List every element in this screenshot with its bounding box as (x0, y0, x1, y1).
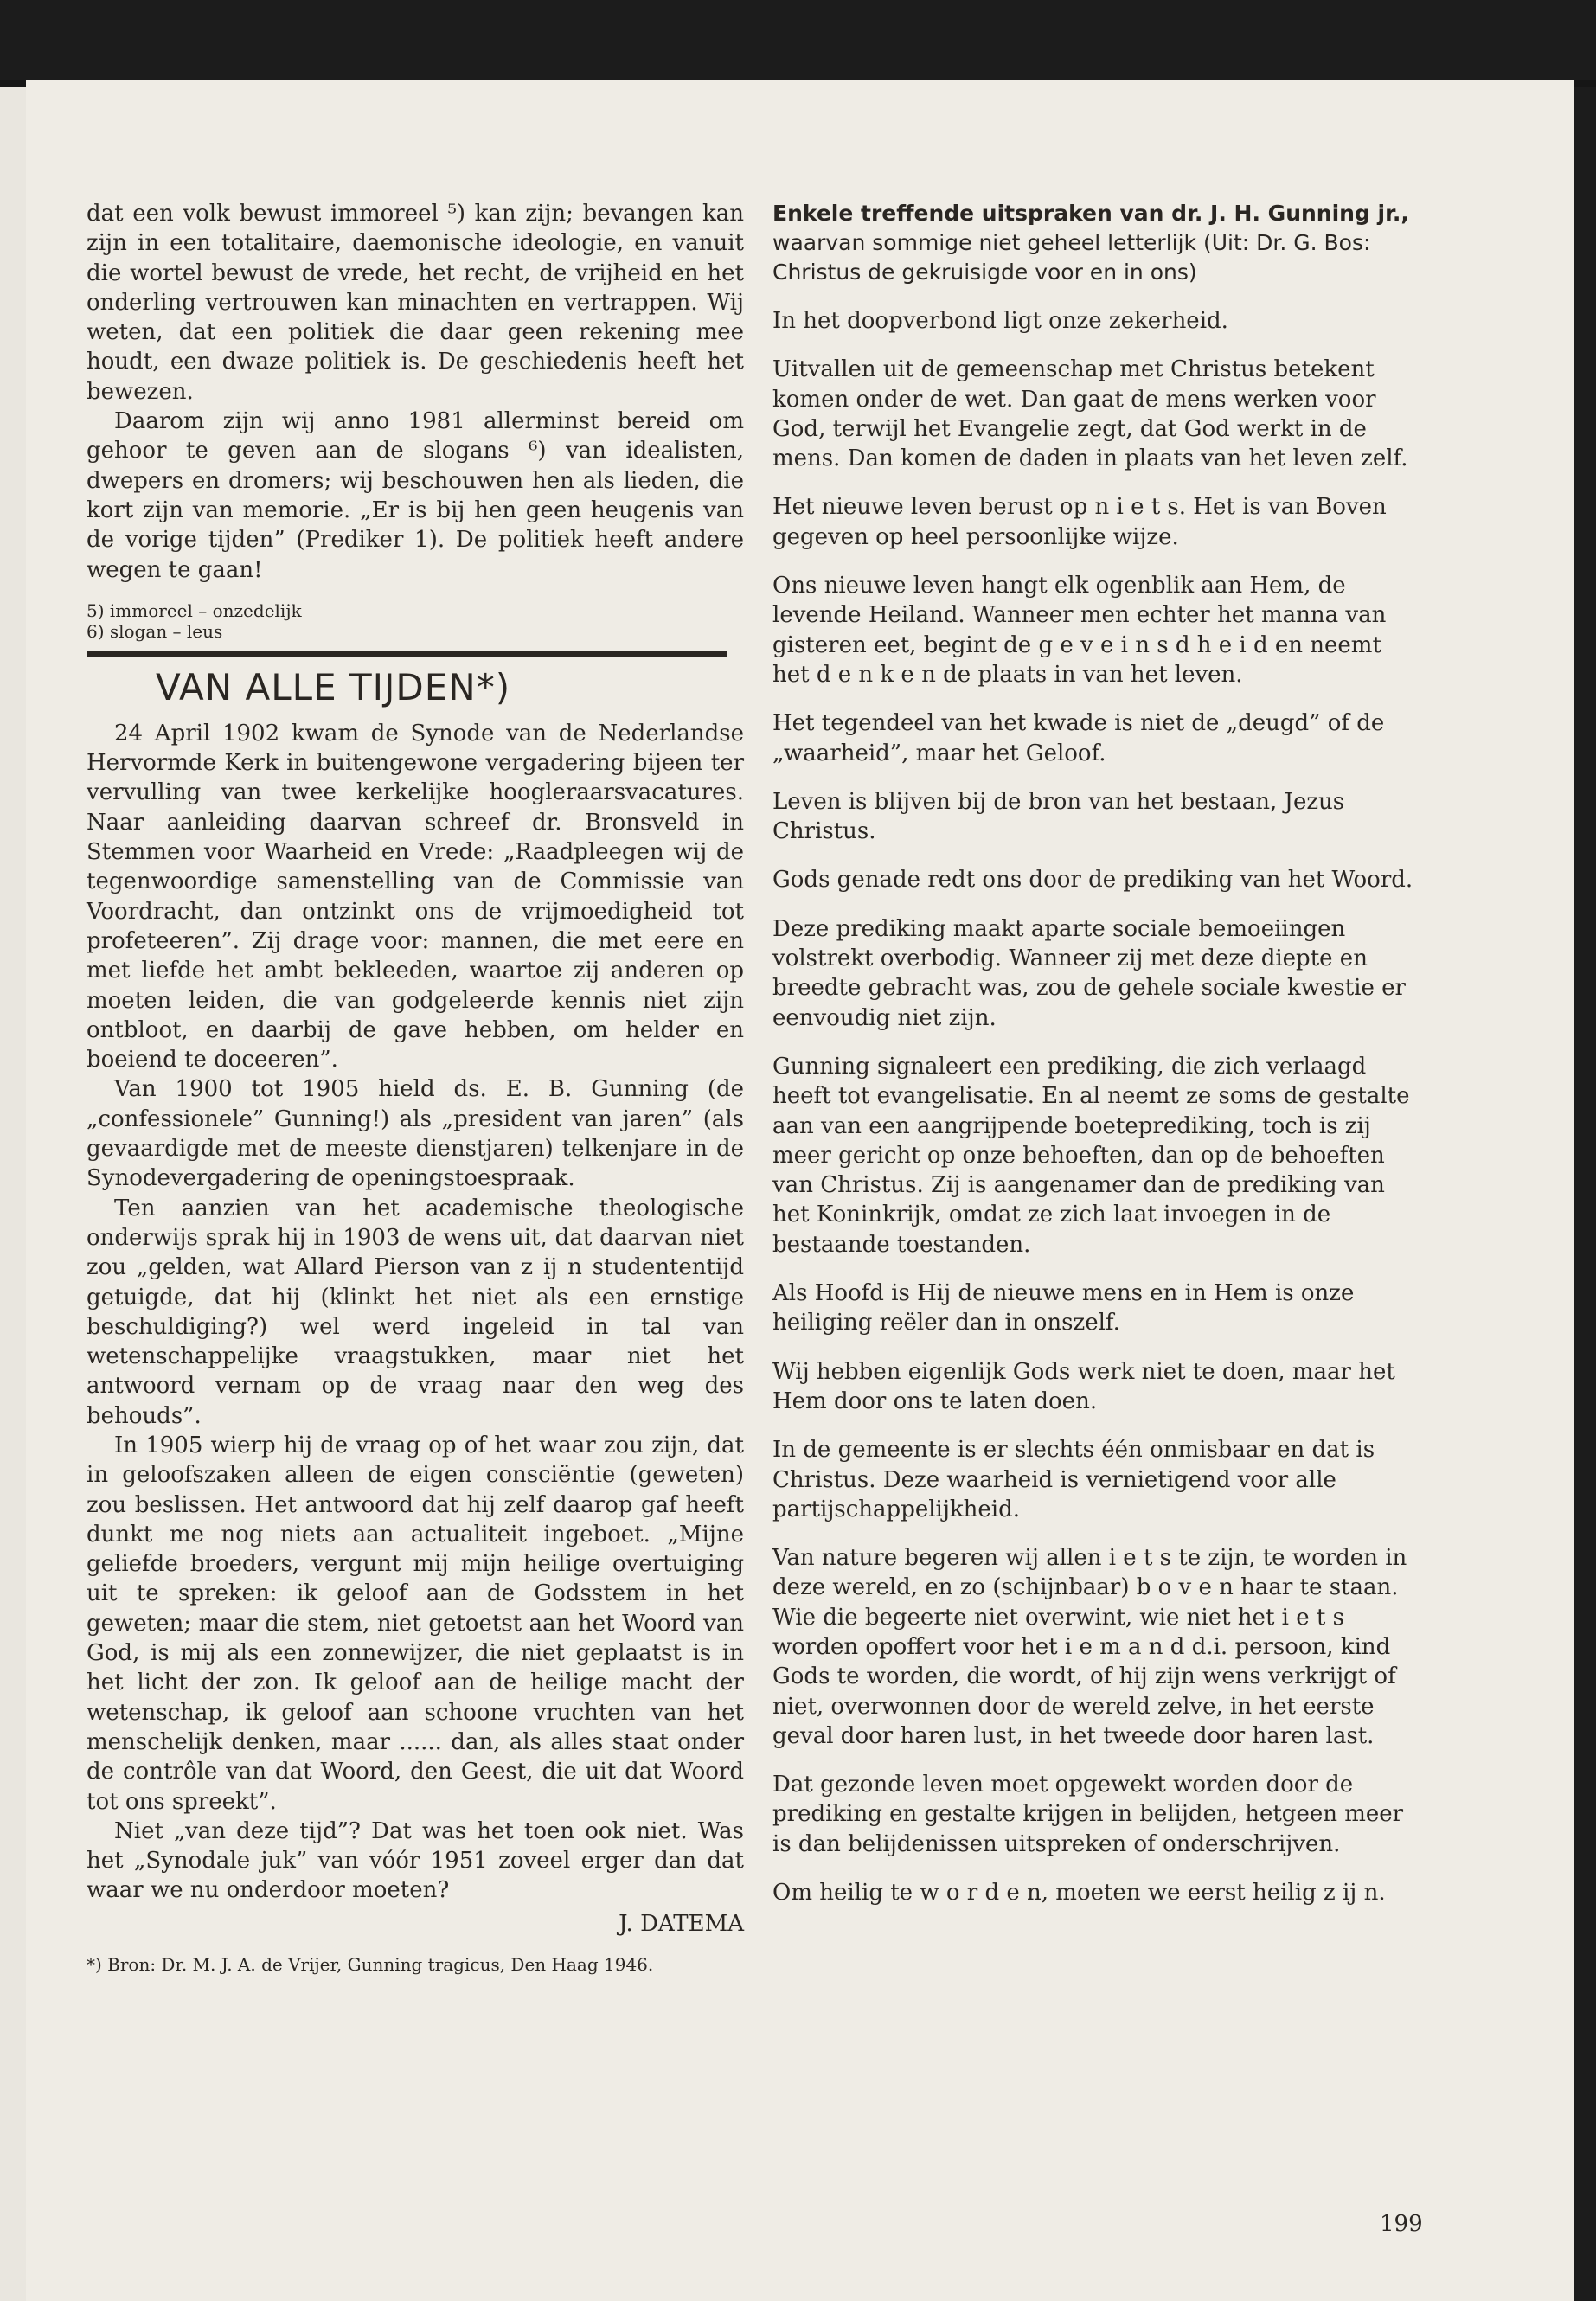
quote-14: Dat gezonde leven moet opgewekt worden door de prediking en gestalte krijgen in belijden, hetgeen meer is dan belijdenissen uitspreken of onderschrijven. (772, 1772, 1404, 1857)
quote-7: Gods genade redt ons door de prediking van het Woord. (772, 867, 1413, 894)
source-note: *) Bron: Dr. M. J. A. de Vrijer, Gunning tragicus, Den Haag 1946. (87, 1954, 654, 1976)
intro-paragraph-2: Daarom zijn wij anno 1981 allerminst bereid om gehoor te geven aan de slogans ⁶) van idealisten, dwepers en dromers; wij beschouwen hen als lieden, die kort zijn van memorie. „Er is bij hen geen heugenis van de vorige tijden” (Prediker 1). De politiek heeft andere wegen te gaan! (87, 408, 744, 583)
article-paragraph-1: 24 April 1902 kwam de Synode van de Nederlandse Hervormde Kerk in buitengewone vergadering bijeen ter vervulling van twee kerkelijke hoogleraarsvacatures. Naar aanleiding daarvan schreef dr. Bronsveld in Stemmen voor Waarheid en Vrede: „Raadpleegen wij de tegenwoordige samenstelling van de Commissie van Voordracht, dan ontzinkt ons de vrijmoedigheid tot profeteeren”. Zij drage voor: mannen, die met eere en met liefde het ambt bekleeden, waartoe zij anderen op moeten leiden, die van godgeleerde kennis niet zijn ontbloot, en daarbij de gave hebben, om helder en boeiend te doceeren”. (87, 720, 744, 1074)
quote-12: In de gemeente is er slechts één onmisbaar en dat is Christus. Deze waarheid is vernietigend voor alle partijschappelijkheid. (772, 1437, 1375, 1522)
quotes-subtitle: waarvan sommige niet geheel letterlijk (Uit: Dr. G. Bos: Christus de gekruisigde voor en in ons) (772, 230, 1371, 285)
author-signature: J. DATEMA (619, 1910, 744, 1937)
section-rule (87, 651, 727, 657)
footnote-6: 6) slogan – leus (87, 620, 223, 642)
article-heading: VAN ALLE TIJDEN*) (156, 665, 511, 708)
quote-1: In het doopverbond ligt onze zekerheid. (772, 308, 1228, 334)
quote-5: Het tegendeel van het kwade is niet de „deugd” of de „waarheid”, maar het Geloof. (772, 710, 1385, 766)
quote-4: Ons nieuwe leven hangt elk ogenblik aan Hem, de levende Heiland. Wanneer men echter het manna van gisteren eet, begint de g e v e i n s d h e i d en neemt het d e n k e n de plaats in van het leven. (772, 573, 1387, 688)
article-paragraph-5: Niet „van deze tijd”? Dat was het toen ook niet. Was het „Synodale juk” van vóór 1951 zoveel erger dan dat waar we nu onderdoor moeten? (87, 1817, 744, 1904)
quote-10: Als Hoofd is Hij de nieuwe mens en in Hem is onze heiliging reëler dan in onszelf. (772, 1280, 1355, 1336)
right-column (772, 199, 1421, 1926)
quote-3: Het nieuwe leven berust op n i e t s. Het is van Boven gegeven op heel persoonlijke wijze. (772, 494, 1387, 550)
quotes-title: Enkele treffende uitspraken van dr. J. H. Gunning jr., (772, 201, 1409, 226)
footnotes (87, 600, 744, 642)
quote-9: Gunning signaleert een prediking, die zich verlaagd heeft tot evangelisatie. En al neemt ze soms de gestalte aan van een aangrijpende boeteprediking, toch is zij meer gericht op onze behoeften, dan op de behoeften van Christus. Zij is aangenamer dan de prediking van het Koninkrijk, omdat ze zich laat invoegen in de bestaande toestanden. (772, 1053, 1410, 1258)
quote-6: Leven is blijven bij de bron van het bestaan, Jezus Christus. (772, 788, 1345, 845)
quote-2: Uitvallen uit de gemeenschap met Christus betekent komen onder de wet. Dan gaat de mens werken voor God, terwijl het Evangelie zegt, dat God werkt in de mens. Dan komen de daden in plaats van het leven zelf. (772, 356, 1408, 472)
article-paragraph-3: Ten aanzien van het academische theologische onderwijs sprak hij in 1903 de wens uit, dat daarvan niet zou „gelden, wat Allard Pierson van z ij n studententijd getuigde, dat hij (klinkt het niet als een ernstige beschuldiging?) wel werd ingeleid in tal van wetenschappelijke vraagstukken, maar niet het antwoord vernam op de vraag naar den weg des behouds”. (87, 1195, 744, 1429)
footnote-5: 5) immoreel – onzedelijk (87, 599, 302, 621)
left-column (87, 199, 744, 1975)
quote-8: Deze prediking maakt aparte sociale bemoeiingen volstrekt overbodig. Wanneer zij met deze diepte en breedte gebracht was, zou de gehele sociale kwestie er eenvoudig niet zijn. (772, 915, 1406, 1031)
quote-11: Wij hebben eigenlijk Gods werk niet te doen, maar het Hem door ons te laten doen. (772, 1358, 1395, 1414)
article-paragraph-2: Van 1900 tot 1905 hield ds. E. B. Gunning (de „confessionele” Gunning!) als „president van jaren” (als gevaardigde met de meeste dienstjaren) telkenjare in de Synodevergadering de openingstoespraak. (87, 1076, 744, 1192)
facing-page-edge (0, 87, 26, 2301)
intro-paragraph-1: dat een volk bewust immoreel ⁵) kan zijn; bevangen kan zijn in een totalitaire, daemonische ideologie, en vanuit die wortel bewust de vrede, het recht, de vrijheid en het onderling vertrouwen kan minachten en vertrappen. Wij weten, dat een politiek die daar geen rekening mee houdt, een dwaze politiek is. De geschiedenis heeft het bewezen. (87, 201, 744, 405)
article-paragraph-4: In 1905 wierp hij de vraag op of het waar zou zijn, dat in geloofszaken alleen de eigen consciëntie (geweten) zou beslissen. Het antwoord dat hij zelf daarop gaf heeft dunkt me nog niets aan actualiteit ingeboet. „Mijne geliefde broeders, vergunt mij mijn heilige overtuiging uit te spreken: ik geloof aan de Godsstem in het geweten; maar die stem, niet getoetst aan het Woord van God, is mij als een zonnewijzer, die niet geplaatst is in het licht der zon. Ik geloof aan de heilige macht der wetenschap, ik geloof aan schoone vruchten van het menschelijk denken, maar ...... dan, als alles staat onder de contrôle van dat Woord, den Geest, die uit dat Woord tot ons spreekt”. (87, 1432, 744, 1815)
quote-15: Om heilig te w o r d e n, moeten we eerst heilig z ij n. (772, 1880, 1386, 1907)
page-number: 199 (1380, 2211, 1423, 2237)
quote-13: Van nature begeren wij allen i e t s te zijn, te worden in deze wereld, en zo (schijnbaar) b o v e n haar te staan. Wie die begeerte niet overwint, wie niet het i e t s worden opoffert voor het i e m a n d d.i. persoon, kind Gods te worden, die wordt, of hij zijn wens verkrijgt of niet, overwonnen door de wereld zelve, in het eerste geval door haren lust, in het tweede door haren last. (772, 1545, 1407, 1749)
